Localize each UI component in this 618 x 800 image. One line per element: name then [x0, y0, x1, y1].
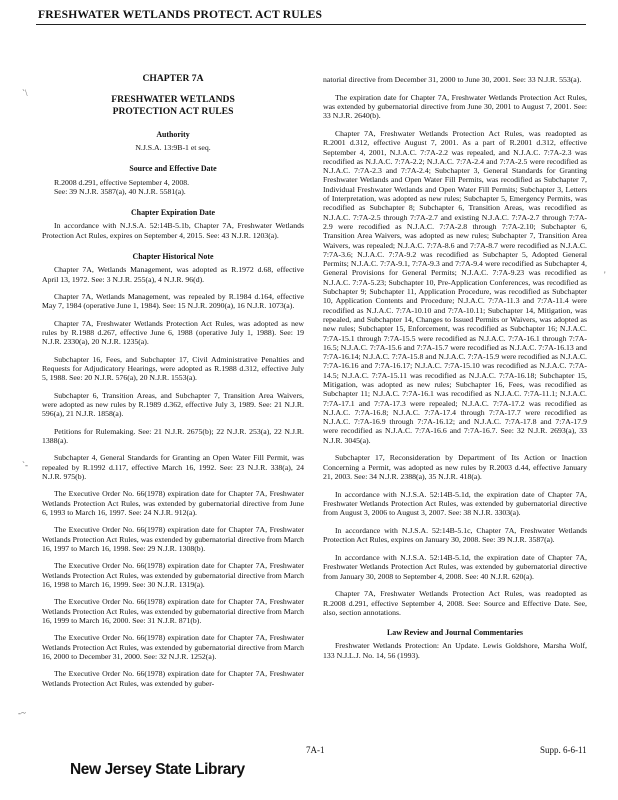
right-column: [323, 75, 587, 668]
margin-mark: `-: [22, 460, 28, 470]
left-column: [42, 74, 304, 696]
library-stamp: New Jersey State Library: [70, 761, 245, 778]
history-heading: Chapter Historical Note: [132, 252, 214, 262]
source-line: See: 39 N.J.R. 3587(a), 40 N.J.R. 5581(a).: [54, 186, 186, 196]
review-text: Freshwater Wetlands Protection: An Update. Lewis Goldshore, Marsha Wolf, 133 N.J.L.J. No. 14, 56 (1993).: [323, 641, 587, 660]
history-paragraph: Chapter 7A, Freshwater Wetlands Protection Act Rules, was readopted as R.2001 d.312, effective August 7, 2001. As a part of R.2001 d.312, effective September 4, 2001, N.J.A.C. 7:7A-2.2 was repealed, and N.J.A.C. 7:7A-2.3 was recodified as N.J.A.C. 7:7A-2.2; N.J.A.C. 7:7A-2.4 and 7:7A-2.5 were recodified as N.J.A.C. 7:7A-2.3 and 7:7A-2.4; Subchapter 3, General Standards for Granting Freshwater Wetlands and Open Water Fill Permits, was recodified as Subchapter 7, Individual Freshwater Wetlands and Open Water Fill Permits; Subchapter 3, Letters of Interpretation, was adopted as new rules; Subchapter 5, Emergency Permits, was recodified as Subchapter 8; Subchapter 6, Transition Areas, was recodified as N.J.A.C. 7:7A-2.5 through 7:7A-2.7 and existing N.J.A.C. 7:7A-2.7 through 7:7A-2.9 were recodified as N.J.A.C. 7:7A-2.8 through 7:7A-2.10; Subchapter 6, Transition Area Waivers, was adopted as new rules; Subchapter 7, Transition Area Waivers, was repealed; N.J.A.C. 7:7A-8.6 and 7:7A-8.7 were recodified as N.J.A.C. 7:7A-3.6; N.J.A.C. 7:7A-9.2 was recodified as Subchapter 5, Adopted General Permits; N.J.A.C. 7:7A-9.1, 7:7A-9.3 and 7:7A-9.4 were recodified as Subchapter 4, General Provisions for General Permits; N.J.A.C. 7:7A-9.23 was recodified as N.J.A.C. 7:7A-5.23; Subchapter 10, Pre-Application Conferences, was recodified as Subchapter 9; Subchapter 11, Application Procedure, was recodified as Subchapter 10, Application Contents and Procedure; N.J.A.C. 7:7A-11.3 and 7:7A-11.4 were recodified as N.J.A.C. 7:7A-10.10 and 7:7A-10.11; Subchapter 14, Mitigation, was repealed, and Subchapter 14, Changes to Issued Permits or Waivers, was adopted as new rules; Subchapter 15, Enforcement, was recodified as Subchapter 16; N.J.A.C. 7:7A-15.1 through 7:7A-15.5 were recodified as N.J.A.C. 7:7A-16.1 through 7:7A-16.5; N.J.A.C. 7:7A-15.6 and 7:7A-15.7 were recodified as N.J.A.C. 7:7A-16.13 and 7:7A-16.14; N.J.A.C. 7:7A-15.8 and N.J.A.C. 7:7A-15.9 were recodified as N.J.A.C. 7:7A-16.16 and 7:7A-16.17; N.J.A.C. 7:7A-15.10 was recodified as N.J.A.C. 7:7A-14.5; N.J.A.C. 7:7A-15.11 was recodified as N.J.A.C. 7:7A-16.18; Subchapter 15, Mitigation, was adopted as new rules; Subchapter 16, Fees, was recodified as Subchapter 11; N.J.A.C. 7:7A-16.1 was recodified as N.J.A.C. 7:7A-11.1; N.J.A.C. 7:7A-17.1 and 7:7A-17.3 were repealed; N.J.A.C. 7:7A-17.2 was recodified as N.J.A.C. 7:7A-16.8; N.J.A.C. 7:7A-17.4 through 7:7A-17.7 were recodified as N.J.A.C. 7:7A-16.9 through 7:7A-16.12; and N.J.A.C. 7:7A-17.8 and 7:7A-17.9 were recodified as N.J.A.C. 7:7A-16.6 and 7:7A-16.7. See: 32 N.J.R. 2693(a), 33 N.J.R. 3045(a).: [323, 128, 587, 445]
margin-mark: `\: [22, 88, 28, 98]
history-paragraph: The Executive Order No. 66(1978) expiration date for Chapter 7A, Freshwater Wetlands Protection Act Rules, was extended by gubernatorial directive from March 16, 1997 to March 16, 1998. See: 29 N.J.R. 1308(b).: [42, 525, 304, 553]
history-paragraph: The Executive Order No. 66(1978) expiration date for Chapter 7A, Freshwater Wetlands Protection Act Rules, was extended by guber-: [42, 669, 304, 688]
history-paragraph: In accordance with N.J.S.A. 52:14B-5.1d, the expiration date of Chapter 7A, Freshwater Wetlands Protection Act Rules, was extended by gubernatorial directive from August 3, 2006 to August 3, 2007. See: 38 N.J.R. 3303(a).: [323, 489, 587, 518]
supplement-date: Supp. 6-6-11: [540, 745, 587, 755]
history-paragraph: natorial directive from December 31, 2000 to June 30, 2001. See: 33 N.J.R. 553(a).: [323, 75, 582, 84]
source-heading: Source and Effective Date: [129, 164, 217, 174]
expiration-text: In accordance with N.J.S.A. 52:14B-5.1b, Chapter 7A, Freshwater Wetlands Protection Act Rules, expires on September 4, 2015. See: 43 N.J.R. 1203(a).: [42, 221, 304, 240]
history-paragraph: Chapter 7A, Wetlands Management, was adopted as R.1972 d.68, effective April 13, 1972. See: 3 N.J.R. 255(a), 4 N.J.R. 96(d).: [42, 265, 304, 284]
chapter-number: CHAPTER 7A: [142, 73, 204, 84]
chapter-title-line: FRESHWATER WETLANDS: [111, 94, 235, 106]
history-paragraph: Subchapter 6, Transition Areas, and Subchapter 7, Transition Area Waivers, were adopted as new rules by R.1989 d.362, effective July 3, 1989. See: 21 N.J.R. 596(a), 21 N.J.R. 1858(a).: [42, 390, 304, 419]
history-paragraph: Subchapter 17, Reconsideration by Department of Its Action or Inaction Concerning a Permit, was adopted as new rules by R.2003 d.44, effective January 21, 2003. See: 34 N.J.R. 2388(a), 35 N.J.R. 418(a).: [323, 453, 587, 482]
history-paragraph: The Executive Order No. 66(1978) expiration date for Chapter 7A, Freshwater Wetlands Protection Act Rules, was extended by gubernatorial directive from March 16, 1998 to March 16, 1999. See: 30 N.J.R. 1319(a).: [42, 561, 304, 589]
source-line: R.2008 d.291, effective September 4, 2008.: [54, 177, 190, 187]
authority-text: N.J.S.A. 13:9B-1 et seq.: [135, 143, 211, 152]
history-paragraph: Chapter 7A, Freshwater Wetlands Protection Act Rules, was adopted as new rules by R.1988 d.267, effective June 6, 1988 (operative July 1, 1988). See: 19 N.J.R. 2330(a), 20 N.J.R. 1235(a).: [42, 318, 304, 347]
header-rule: [36, 24, 586, 25]
margin-mark: -~: [18, 708, 26, 718]
source-text: [42, 178, 304, 197]
history-paragraph: The expiration date for Chapter 7A, Freshwater Wetlands Protection Act Rules, was extended by gubernatorial directive from June 30, 2001 to August 7, 2001. See: 33 N.J.R. 2640(b).: [323, 92, 587, 121]
expiration-heading: Chapter Expiration Date: [130, 208, 216, 218]
history-paragraph: The Executive Order No. 66(1978) expiration date for Chapter 7A, Freshwater Wetlands Protection Act Rules, was extended by gubernatorial directive from March 16, 2000 to December 31, 2000. See: 32 N.J.R. 1252(a).: [42, 633, 304, 661]
chapter-title: [42, 94, 304, 116]
authority-heading: Authority: [156, 129, 190, 139]
history-paragraph: In accordance with N.J.S.A. 52:14B-5.1d, the expiration date of Chapter 7A, Freshwater Wetlands Protection Act Rules, was extended by gubernatorial directive from January 30, 2008 to September 4, 2008. See: 40 N.J.R. 620(a).: [323, 553, 587, 581]
chapter-title-line: PROTECTION ACT RULES: [112, 105, 234, 117]
history-paragraph: Chapter 7A, Wetlands Management, was repealed by R.1984 d.164, effective May 7, 1984 (operative June 1, 1984). See: 15 N.J.R. 2090(a), 16 N.J.R. 1073(a).: [42, 292, 304, 311]
margin-mark: ': [604, 270, 606, 280]
history-paragraph: Subchapter 4, General Standards for Granting an Open Water Fill Permit, was repealed by R.1992 d.117, effective March 16, 1992. See: 23 N.J.R. 338(a), 24 N.J.R. 975(b).: [42, 453, 304, 481]
page-number: 7A-1: [306, 745, 325, 755]
history-paragraph: Chapter 7A, Freshwater Wetlands Protection Act Rules, was readopted as R.2008 d.291, effective September 4, 2008. See: Source and Effective Date. See, also, section annotations.: [323, 589, 587, 617]
history-paragraph: The Executive Order No. 66(1978) expiration date for Chapter 7A, Freshwater Wetlands Protection Act Rules, was extended by gubernatorial directive from June 6, 1993 to March 16, 1997. See: 24 N.J.R. 912(a).: [42, 489, 304, 517]
history-paragraph: Subchapter 16, Fees, and Subchapter 17, Civil Administrative Penalties and Requests for Adjudicatory Hearings, were adopted as R.1988 d.312, effective July 5, 1988. See: 20 N.J.R. 576(a), 20 N.J.R. 1553(a).: [42, 354, 304, 383]
running-header: FRESHWATER WETLANDS PROTECT. ACT RULES: [38, 8, 323, 21]
review-heading: Law Review and Journal Commentaries: [387, 628, 523, 638]
history-paragraph: In accordance with N.J.S.A. 52:14B-5.1c, Chapter 7A, Freshwater Wetlands Protection Act Rules, expires on January 30, 2008. See: 39 N.J.R. 3587(a).: [323, 526, 587, 545]
history-paragraph: The Executive Order No. 66(1978) expiration date for Chapter 7A, Freshwater Wetlands Protection Act Rules, was extended by gubernatorial directive from March 16, 1999 to March 16, 2000. See: 31 N.J.R. 871(b).: [42, 597, 304, 625]
history-paragraph: Petitions for Rulemaking. See: 21 N.J.R. 2675(b); 22 N.J.R. 253(a), 22 N.J.R. 1388(a).: [42, 426, 304, 445]
